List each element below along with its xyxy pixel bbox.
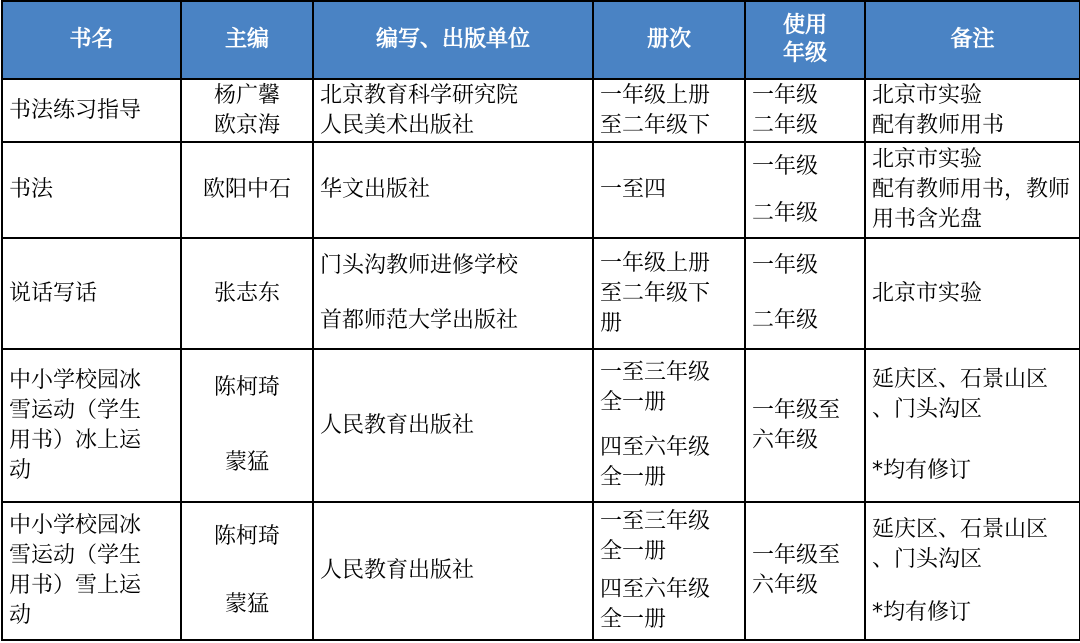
notes-line: 、门头沟区 [872,397,983,423]
notes-line: 北京市实验 [872,280,983,306]
header-volumes: 册次 [593,1,745,79]
editor-cell [181,79,313,142]
notes-group [872,515,1079,575]
book-title-line: 雪运动（学生 [9,543,142,568]
textbook-table [1,0,1080,641]
table-row [2,502,1080,640]
table-row [2,79,1080,142]
volumes-line: 全一册 [600,389,667,415]
volumes-group [600,507,744,567]
volumes-line: 至二年级下 [600,280,711,306]
grade-line: 二年级 [752,112,819,138]
book-title-line: 动 [9,603,32,628]
header-title: 书名 [2,1,181,79]
publisher-name: 华文出版社 [320,177,431,202]
volumes-line: 全一册 [600,539,667,564]
grade-line: 六年级 [752,573,819,598]
notes-line: 北京市实验 [872,147,983,172]
grade-line: 二年级 [752,307,819,333]
notes-cell [865,502,1080,640]
volumes-group [600,433,744,493]
grade-line: 六年级 [752,427,819,453]
notes-cell [865,238,1080,349]
grade-cell [745,142,865,238]
publisher-cell [313,79,593,142]
notes-cell [865,349,1080,502]
publisher-name: 人民美术出版社 [320,112,475,138]
publisher-name: 人民教育出版社 [320,412,475,438]
header-row [2,1,1080,79]
notes-cell [865,142,1080,238]
notes-line: *均有修订 [872,599,972,625]
publisher-name: 人民教育出版社 [320,558,475,583]
header-editor: 主编 [181,1,313,79]
header-notes: 备注 [865,1,1080,79]
volumes-cell [593,349,745,502]
publisher-name: 门头沟教师进修学校 [320,253,519,279]
book-title-cell: 书法练习指导 [2,79,181,142]
publisher-name: 首都师范大学出版社 [320,307,519,333]
book-title-cell [2,502,181,640]
editor-cell [181,142,313,238]
header-grade [745,1,865,79]
book-title-line: 动 [9,457,32,483]
notes-line: 配有教师用书 [872,112,1005,138]
grade-line: 一年级至 [752,397,841,423]
volumes-line: 一至三年级 [600,509,711,534]
notes-cell [865,79,1080,142]
volumes-group [600,575,744,635]
editor-name: 杨广馨 [213,82,280,108]
editor-cell [181,238,313,349]
book-title-line: 用书）冰上运 [9,427,142,453]
table-row [2,349,1080,502]
volumes-line: 四至六年级 [600,577,711,602]
notes-line: 、门头沟区 [872,546,983,572]
volumes-cell [593,238,745,349]
editor-cell [181,349,313,502]
editor-name: 陈柯琦 [213,374,280,400]
header-grade-line2: 年级 [782,41,827,66]
grade-line: 一年级 [752,253,819,279]
notes-line: 北京市实验 [872,82,983,108]
grade-line: 二年级 [752,200,819,226]
volumes-line: 一年级上册 [600,82,711,108]
editor-name: 张志东 [213,280,280,306]
publisher-name: 北京教育科学研究院 [320,82,519,108]
volumes-line: 一至三年级 [600,359,711,385]
volumes-cell [593,79,745,142]
notes-line: 延庆区、石景山区 [872,516,1049,542]
editor-name: 欧阳中石 [202,177,291,202]
book-title-cell: 书法 [2,142,181,238]
volumes-cell [593,502,745,640]
editor-name: 蒙猛 [224,450,269,476]
grade-cell [745,349,865,502]
header-grade-line1: 使用 [782,13,827,38]
book-title-line: 中小学校园冰 [9,513,142,538]
header-publisher: 编写、出版单位 [313,1,593,79]
editor-name: 陈柯琦 [213,524,280,549]
editor-cell [181,502,313,640]
table-row [2,238,1080,349]
volumes-line: 一年级上册 [600,250,711,276]
notes-group [872,365,1079,425]
book-title-line: 雪运动（学生 [9,397,142,423]
publisher-cell [313,502,593,640]
volumes-line: 至二年级下 [600,112,711,138]
grade-cell [745,79,865,142]
book-title-line: 用书）雪上运 [9,573,142,598]
grade-line: 一年级至 [752,543,841,568]
grade-line: 一年级 [752,82,819,108]
book-title-cell: 说话写话 [2,238,181,349]
volumes-line: 一至四 [600,177,667,202]
notes-line: *均有修订 [872,457,972,483]
publisher-cell [313,238,593,349]
table-row [2,142,1080,238]
grade-cell [745,238,865,349]
notes-line: 配有教师用书，教师用书含光盘 [872,177,1071,232]
editor-name: 欧京海 [213,112,280,138]
grade-line: 一年级 [752,153,819,179]
volumes-line: 四至六年级 [600,435,711,461]
publisher-cell [313,349,593,502]
volumes-line: 全一册 [600,607,667,632]
volumes-line: 册 [600,310,623,336]
notes-line: 延庆区、石景山区 [872,367,1049,393]
book-title-line: 中小学校园冰 [9,367,142,393]
editor-name: 蒙猛 [224,592,269,617]
book-title-cell [2,349,181,502]
volumes-cell [593,142,745,238]
volumes-line: 全一册 [600,465,667,491]
volumes-group [600,358,744,418]
grade-cell [745,502,865,640]
publisher-cell [313,142,593,238]
